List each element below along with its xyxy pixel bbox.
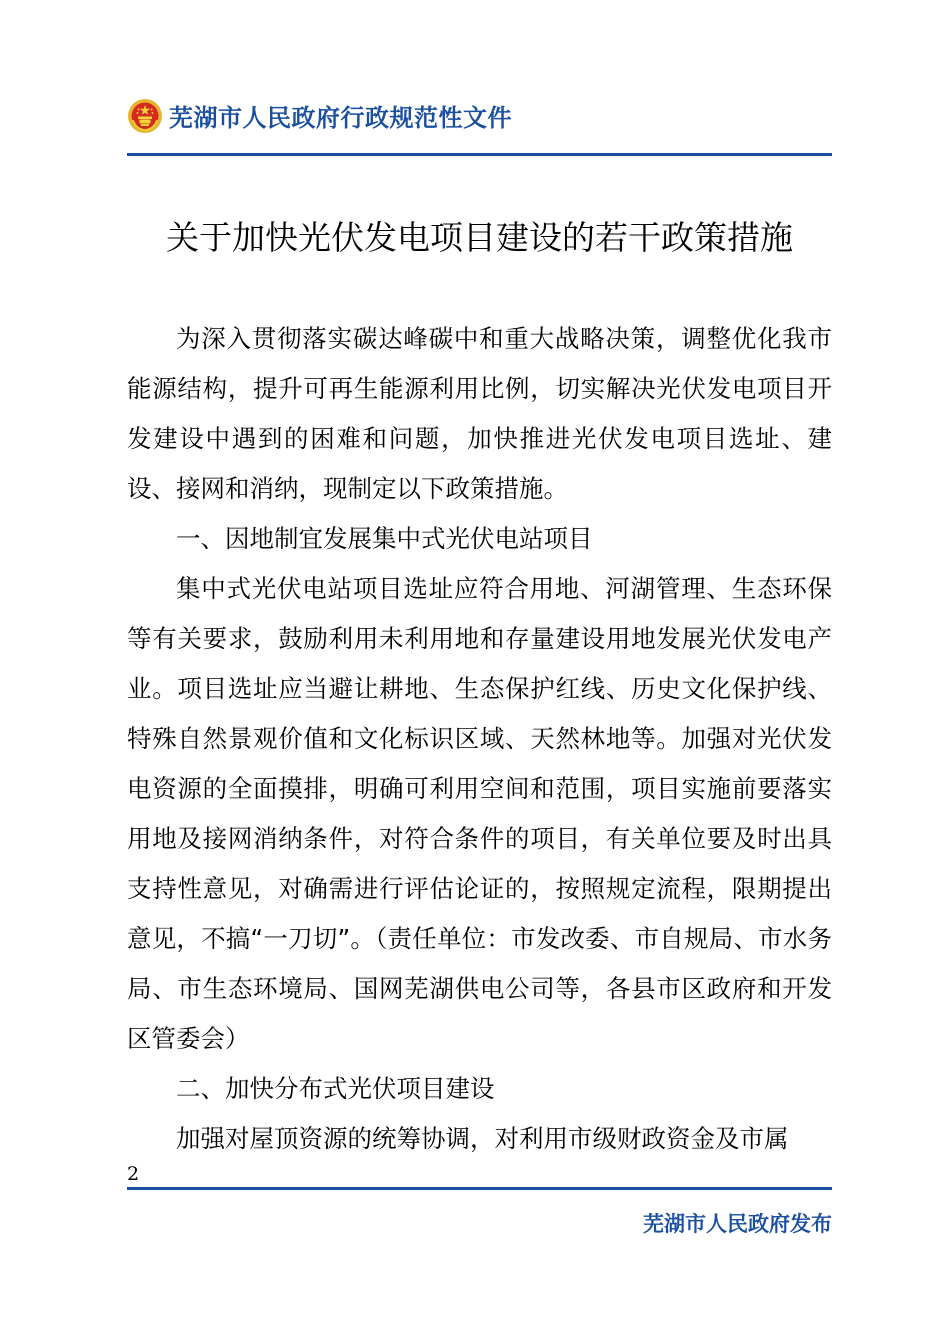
footer-divider (127, 1187, 832, 1190)
section-heading-2: 二、加快分布式光伏项目建设 (176, 1074, 495, 1103)
document-body (127, 314, 832, 1164)
intro-paragraph: 为深入贯彻落实碳达峰碳中和重大战略决策，调整优化我市能源结构，提升可再生能源利用比例，切实解决光伏发电项目开发建设中遇到的困难和问题，加快推进光伏发电项目选址、建设、接网和消纳，现制定以下政策措施。 (127, 324, 832, 503)
section-paragraph-1: 集中式光伏电站项目选址应符合用地、河湖管理、生态环保等有关要求，鼓励利用未利用地和存量建设用地发展光伏发电产业。项目选址应当避让耕地、生态保护红线、历史文化保护线、特殊自然景观价值和文化标识区域、天然林地等。加强对光伏发电资源的全面摸排，明确可利用空间和范围，项目实施前要落实用地及接网消纳条件，对符合条件的项目，有关单位要及时出具支持性意见，对确需进行评估论证的，按照规定流程，限期提出意见，不搞“一刀切”。（责任单位：市发改委、市自规局、市水务局、市生态环境局、国网芜湖供电公司等，各县市区政府和开发区管委会） (127, 574, 832, 1053)
document-title: 关于加快光伏发电项目建设的若干政策措施 (166, 218, 793, 257)
section-heading-1: 一、因地制宜发展集中式光伏电站项目 (176, 524, 593, 553)
section-paragraph-2: 加强对屋顶资源的统筹协调，对利用市级财政资金及市属 (176, 1124, 789, 1153)
header-divider (127, 153, 832, 156)
header-title: 芜湖市人民政府行政规范性文件 (169, 104, 512, 132)
footer-publisher: 芜湖市人民政府发布 (643, 1212, 832, 1236)
document-header (127, 96, 832, 142)
national-emblem-icon (127, 98, 163, 134)
page-number: 2 (127, 1163, 140, 1185)
